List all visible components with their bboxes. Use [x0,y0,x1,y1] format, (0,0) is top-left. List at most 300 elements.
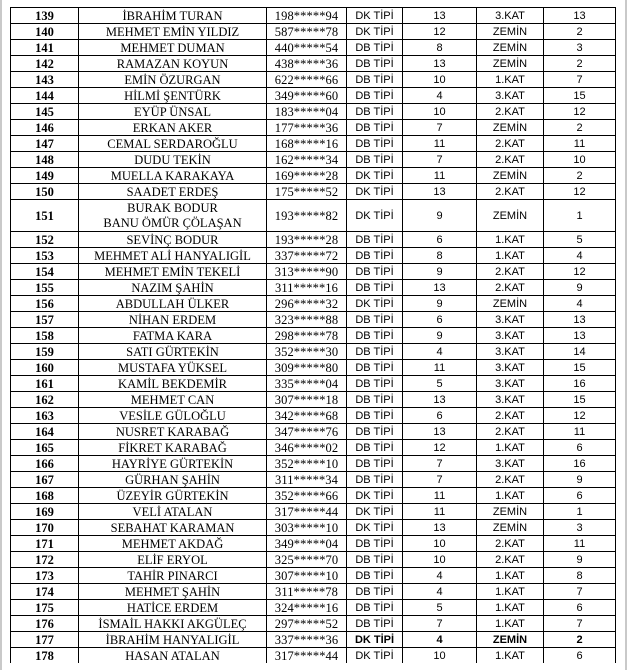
floor: 3.KAT [477,344,544,360]
unit-type: DB TİPİ [347,552,403,568]
floor: ZEMİN [477,24,544,40]
person-name: DUDU TEKİN [79,152,267,168]
block-number: 6 [403,312,477,328]
table-body [11,8,616,664]
unit-type: DB TİPİ [347,392,403,408]
block-number: 6 [403,408,477,424]
row-number: 144 [11,88,79,104]
floor: ZEMİN [477,40,544,56]
person-name: MEHMET EMİN TEKELİ [79,264,267,280]
floor: ZEMİN [477,120,544,136]
table-row [11,296,616,312]
block-number: 13 [403,8,477,24]
floor: ZEMİN [477,168,544,184]
table-row [11,248,616,264]
unit-type: DB TİPİ [347,408,403,424]
table-row [11,360,616,376]
floor: 1.KAT [477,600,544,616]
block-number: 4 [403,88,477,104]
table-row [11,440,616,456]
flat-number: 6 [544,600,616,616]
person-name: İBRAHİM HANYALIGİL [79,632,267,648]
flat-number: 1 [544,504,616,520]
floor: 3.KAT [477,392,544,408]
flat-number: 13 [544,328,616,344]
person-name: EMİN ÖZURGAN [79,72,267,88]
row-number: 140 [11,24,79,40]
flat-number: 15 [544,360,616,376]
person-name: TAHİR PINARCI [79,568,267,584]
row-number: 175 [11,600,79,616]
unit-type: DB TİPİ [347,40,403,56]
masked-id-number: 622*****66 [267,72,347,88]
person-name: ERKAN AKER [79,120,267,136]
table-row [11,200,616,232]
table-row [11,280,616,296]
block-number: 11 [403,360,477,376]
flat-number: 9 [544,552,616,568]
person-name: MUSTAFA YÜKSEL [79,360,267,376]
unit-type: DB TİPİ [347,104,403,120]
person-name: VELİ ATALAN [79,504,267,520]
floor: 1.KAT [477,232,544,248]
person-name: HASAN ATALAN [79,648,267,664]
row-number: 154 [11,264,79,280]
table-row [11,40,616,56]
masked-id-number: 349*****04 [267,536,347,552]
row-number: 162 [11,392,79,408]
floor: 1.KAT [477,488,544,504]
table-row [11,504,616,520]
masked-id-number: 337*****36 [267,632,347,648]
floor: 1.KAT [477,72,544,88]
floor: 2.KAT [477,136,544,152]
unit-type: DK TİPİ [347,632,403,648]
floor: 3.KAT [477,88,544,104]
person-name: MEHMET ALİ HANYALIGİL [79,248,267,264]
floor: 2.KAT [477,536,544,552]
row-number: 146 [11,120,79,136]
floor: ZEMİN [477,56,544,72]
unit-type: DB TİPİ [347,440,403,456]
unit-type: DB TİPİ [347,600,403,616]
flat-number: 11 [544,424,616,440]
flat-number: 6 [544,648,616,664]
masked-id-number: 349*****60 [267,88,347,104]
block-number: 7 [403,456,477,472]
unit-type: DB TİPİ [347,376,403,392]
unit-type: DB TİPİ [347,232,403,248]
flat-number: 10 [544,152,616,168]
flat-number: 4 [544,296,616,312]
flat-number: 15 [544,392,616,408]
unit-type: DB TİPİ [347,344,403,360]
table-row [11,72,616,88]
row-number: 150 [11,184,79,200]
floor: ZEMİN [477,520,544,536]
unit-type: DK TİPİ [347,504,403,520]
table-row [11,88,616,104]
table-row [11,136,616,152]
block-number: 13 [403,392,477,408]
block-number: 10 [403,72,477,88]
floor: ZEMİN [477,200,544,232]
unit-type: DB TİPİ [347,72,403,88]
flat-number: 13 [544,312,616,328]
person-name: ELİF ERYOL [79,552,267,568]
block-number: 13 [403,280,477,296]
row-number: 158 [11,328,79,344]
person-name: SAADET ERDEŞ [79,184,267,200]
table-row [11,552,616,568]
table-row [11,536,616,552]
unit-type: DB TİPİ [347,248,403,264]
person-name: SEVİNÇ BODUR [79,232,267,248]
floor: 3.KAT [477,8,544,24]
table-row [11,344,616,360]
masked-id-number: 193*****82 [267,200,347,232]
row-number: 167 [11,472,79,488]
row-number: 145 [11,104,79,120]
person-name: MEHMET CAN [79,392,267,408]
unit-type: DB TİPİ [347,280,403,296]
masked-id-number: 323*****88 [267,312,347,328]
floor: 1.KAT [477,648,544,664]
floor: 2.KAT [477,264,544,280]
unit-type: DK TİPİ [347,8,403,24]
table-row [11,568,616,584]
unit-type: DK TİPİ [347,184,403,200]
floor: 2.KAT [477,280,544,296]
row-number: 163 [11,408,79,424]
table-row [11,56,616,72]
floor: 2.KAT [477,424,544,440]
flat-number: 14 [544,344,616,360]
unit-type: DK TİPİ [347,200,403,232]
block-number: 13 [403,520,477,536]
block-number: 7 [403,616,477,632]
flat-number: 12 [544,264,616,280]
floor: 2.KAT [477,152,544,168]
masked-id-number: 325*****70 [267,552,347,568]
block-number: 13 [403,184,477,200]
unit-type: DK TİPİ [347,648,403,664]
table-row [11,328,616,344]
table-row [11,520,616,536]
row-number: 161 [11,376,79,392]
block-number: 11 [403,504,477,520]
page-border-left [0,0,2,670]
flat-number: 7 [544,584,616,600]
block-number: 13 [403,56,477,72]
flat-number: 4 [544,248,616,264]
person-name: SEBAHAT KARAMAN [79,520,267,536]
flat-number: 13 [544,8,616,24]
floor: ZEMİN [477,632,544,648]
masked-id-number: 317*****44 [267,504,347,520]
masked-id-number: 169*****28 [267,168,347,184]
masked-id-number: 587*****78 [267,24,347,40]
block-number: 12 [403,24,477,40]
block-number: 4 [403,568,477,584]
block-number: 10 [403,552,477,568]
table-row [11,408,616,424]
person-name: HAYRİYE GÜRTEKİN [79,456,267,472]
row-number: 148 [11,152,79,168]
row-number: 171 [11,536,79,552]
masked-id-number: 175*****52 [267,184,347,200]
floor: 1.KAT [477,568,544,584]
row-number: 173 [11,568,79,584]
flat-number: 7 [544,72,616,88]
flat-number: 11 [544,136,616,152]
person-name: MEHMET EMİN YILDIZ [79,24,267,40]
block-number: 4 [403,632,477,648]
floor: 1.KAT [477,584,544,600]
person-name: MEHMET DUMAN [79,40,267,56]
flat-number: 6 [544,488,616,504]
block-number: 5 [403,600,477,616]
table-row [11,584,616,600]
block-number: 10 [403,648,477,664]
row-number: 156 [11,296,79,312]
unit-type: DB TİPİ [347,568,403,584]
block-number: 4 [403,584,477,600]
table-row [11,600,616,616]
person-name: MEHMET AKDAĞ [79,536,267,552]
unit-type: DB TİPİ [347,88,403,104]
masked-id-number: 313*****90 [267,264,347,280]
unit-type: DB TİPİ [347,264,403,280]
unit-type: DB TİPİ [347,456,403,472]
block-number: 7 [403,152,477,168]
masked-id-number: 342*****68 [267,408,347,424]
unit-type: DB TİPİ [347,472,403,488]
block-number: 11 [403,488,477,504]
block-number: 9 [403,200,477,232]
person-name: SATI GÜRTEKİN [79,344,267,360]
flat-number: 16 [544,456,616,472]
block-number: 9 [403,264,477,280]
row-number: 143 [11,72,79,88]
row-number: 168 [11,488,79,504]
block-number: 11 [403,168,477,184]
row-number: 141 [11,40,79,56]
flat-number: 9 [544,472,616,488]
table-row [11,648,616,664]
unit-type: DB TİPİ [347,360,403,376]
person-name-line: BANU ÖMÜR ÇÖLAŞAN [103,215,242,230]
masked-id-number: 177*****36 [267,120,347,136]
unit-type: DB TİPİ [347,616,403,632]
masked-id-number: 438*****36 [267,56,347,72]
flat-number: 12 [544,184,616,200]
table-row [11,472,616,488]
unit-type: DK TİPİ [347,488,403,504]
table-row [11,456,616,472]
table-row [11,616,616,632]
flat-number: 3 [544,520,616,536]
flat-number: 2 [544,120,616,136]
person-name: RAMAZAN KOYUN [79,56,267,72]
masked-id-number: 303*****10 [267,520,347,536]
row-number: 174 [11,584,79,600]
row-number: 151 [11,200,79,232]
block-number: 6 [403,232,477,248]
floor: 1.KAT [477,616,544,632]
masked-id-number: 352*****30 [267,344,347,360]
block-number: 10 [403,536,477,552]
table-row [11,8,616,24]
masked-id-number: 311*****78 [267,584,347,600]
page-border-right [625,0,627,670]
floor: 2.KAT [477,104,544,120]
unit-type: DK TİPİ [347,168,403,184]
masked-id-number: 352*****66 [267,488,347,504]
row-number: 155 [11,280,79,296]
table-row [11,632,616,648]
row-number: 177 [11,632,79,648]
unit-type: DK TİPİ [347,296,403,312]
person-name: CEMAL SERDAROĞLU [79,136,267,152]
block-number: 7 [403,120,477,136]
block-number: 7 [403,472,477,488]
row-number: 152 [11,232,79,248]
table-row [11,120,616,136]
masked-id-number: 309*****80 [267,360,347,376]
flat-number: 2 [544,24,616,40]
table-row [11,152,616,168]
person-name: MUELLA KARAKAYA [79,168,267,184]
masked-id-number: 297*****52 [267,616,347,632]
person-name [79,200,267,232]
table-row [11,392,616,408]
flat-number: 2 [544,168,616,184]
unit-type: DK TİPİ [347,24,403,40]
masked-id-number: 440*****54 [267,40,347,56]
flat-number: 11 [544,536,616,552]
unit-type: DB TİPİ [347,56,403,72]
masked-id-number: 311*****34 [267,472,347,488]
row-number: 172 [11,552,79,568]
flat-number: 15 [544,88,616,104]
floor: 3.KAT [477,328,544,344]
table-row [11,264,616,280]
block-number: 5 [403,376,477,392]
unit-type: DB TİPİ [347,424,403,440]
flat-number: 1 [544,200,616,232]
masked-id-number: 317*****44 [267,648,347,664]
flat-number: 9 [544,280,616,296]
person-name: ABDULLAH ÜLKER [79,296,267,312]
masked-id-number: 346*****02 [267,440,347,456]
person-name: VESİLE GÜLOĞLU [79,408,267,424]
person-name: GÜRHAN ŞAHİN [79,472,267,488]
person-name: İBRAHİM TURAN [79,8,267,24]
flat-number: 7 [544,616,616,632]
flat-number: 16 [544,376,616,392]
block-number: 9 [403,296,477,312]
person-name: ÜZEYİR GÜRTEKİN [79,488,267,504]
person-name: EYÜP ÜNSAL [79,104,267,120]
flat-number: 3 [544,40,616,56]
table-row [11,488,616,504]
row-number: 178 [11,648,79,664]
block-number: 13 [403,424,477,440]
masked-id-number: 168*****16 [267,136,347,152]
floor: 3.KAT [477,312,544,328]
masked-id-number: 311*****16 [267,280,347,296]
block-number: 4 [403,344,477,360]
person-name: FATMA KARA [79,328,267,344]
row-number: 166 [11,456,79,472]
person-name-line: BURAK BODUR [127,201,218,215]
masked-id-number: 162*****34 [267,152,347,168]
table-row [11,168,616,184]
flat-number: 5 [544,232,616,248]
block-number: 8 [403,248,477,264]
floor: 1.KAT [477,248,544,264]
person-name: MEHMET ŞAHİN [79,584,267,600]
floor: 3.KAT [477,376,544,392]
floor: 1.KAT [477,440,544,456]
masked-id-number: 337*****72 [267,248,347,264]
row-number: 147 [11,136,79,152]
floor: 2.KAT [477,408,544,424]
table-row [11,184,616,200]
table-row [11,312,616,328]
floor: 3.KAT [477,360,544,376]
block-number: 12 [403,440,477,456]
masked-id-number: 307*****10 [267,568,347,584]
person-name: FİKRET KARABAĞ [79,440,267,456]
row-number: 153 [11,248,79,264]
flat-number: 6 [544,440,616,456]
table-row [11,232,616,248]
masked-id-number: 352*****10 [267,456,347,472]
unit-type: DB TİPİ [347,152,403,168]
block-number: 8 [403,40,477,56]
flat-number: 12 [544,104,616,120]
flat-number: 2 [544,56,616,72]
row-number: 149 [11,168,79,184]
floor: ZEMİN [477,504,544,520]
masked-id-number: 307*****18 [267,392,347,408]
table-row [11,104,616,120]
block-number: 10 [403,104,477,120]
floor: 3.KAT [477,456,544,472]
person-name: NİHAN ERDEM [79,312,267,328]
masked-id-number: 324*****16 [267,600,347,616]
block-number: 11 [403,136,477,152]
row-number: 164 [11,424,79,440]
unit-type: DB TİPİ [347,120,403,136]
masked-id-number: 193*****28 [267,232,347,248]
floor: 2.KAT [477,472,544,488]
person-name: İSMAİL HAKKI AKGÜLEÇ [79,616,267,632]
masked-id-number: 298*****78 [267,328,347,344]
person-name: NUSRET KARABAĞ [79,424,267,440]
person-name: KAMİL BEKDEMİR [79,376,267,392]
masked-id-number: 335*****04 [267,376,347,392]
row-number: 170 [11,520,79,536]
unit-type: DB TİPİ [347,312,403,328]
table-row [11,424,616,440]
row-number: 159 [11,344,79,360]
unit-type: DB TİPİ [347,328,403,344]
row-number: 142 [11,56,79,72]
person-name: NAZIM ŞAHİN [79,280,267,296]
